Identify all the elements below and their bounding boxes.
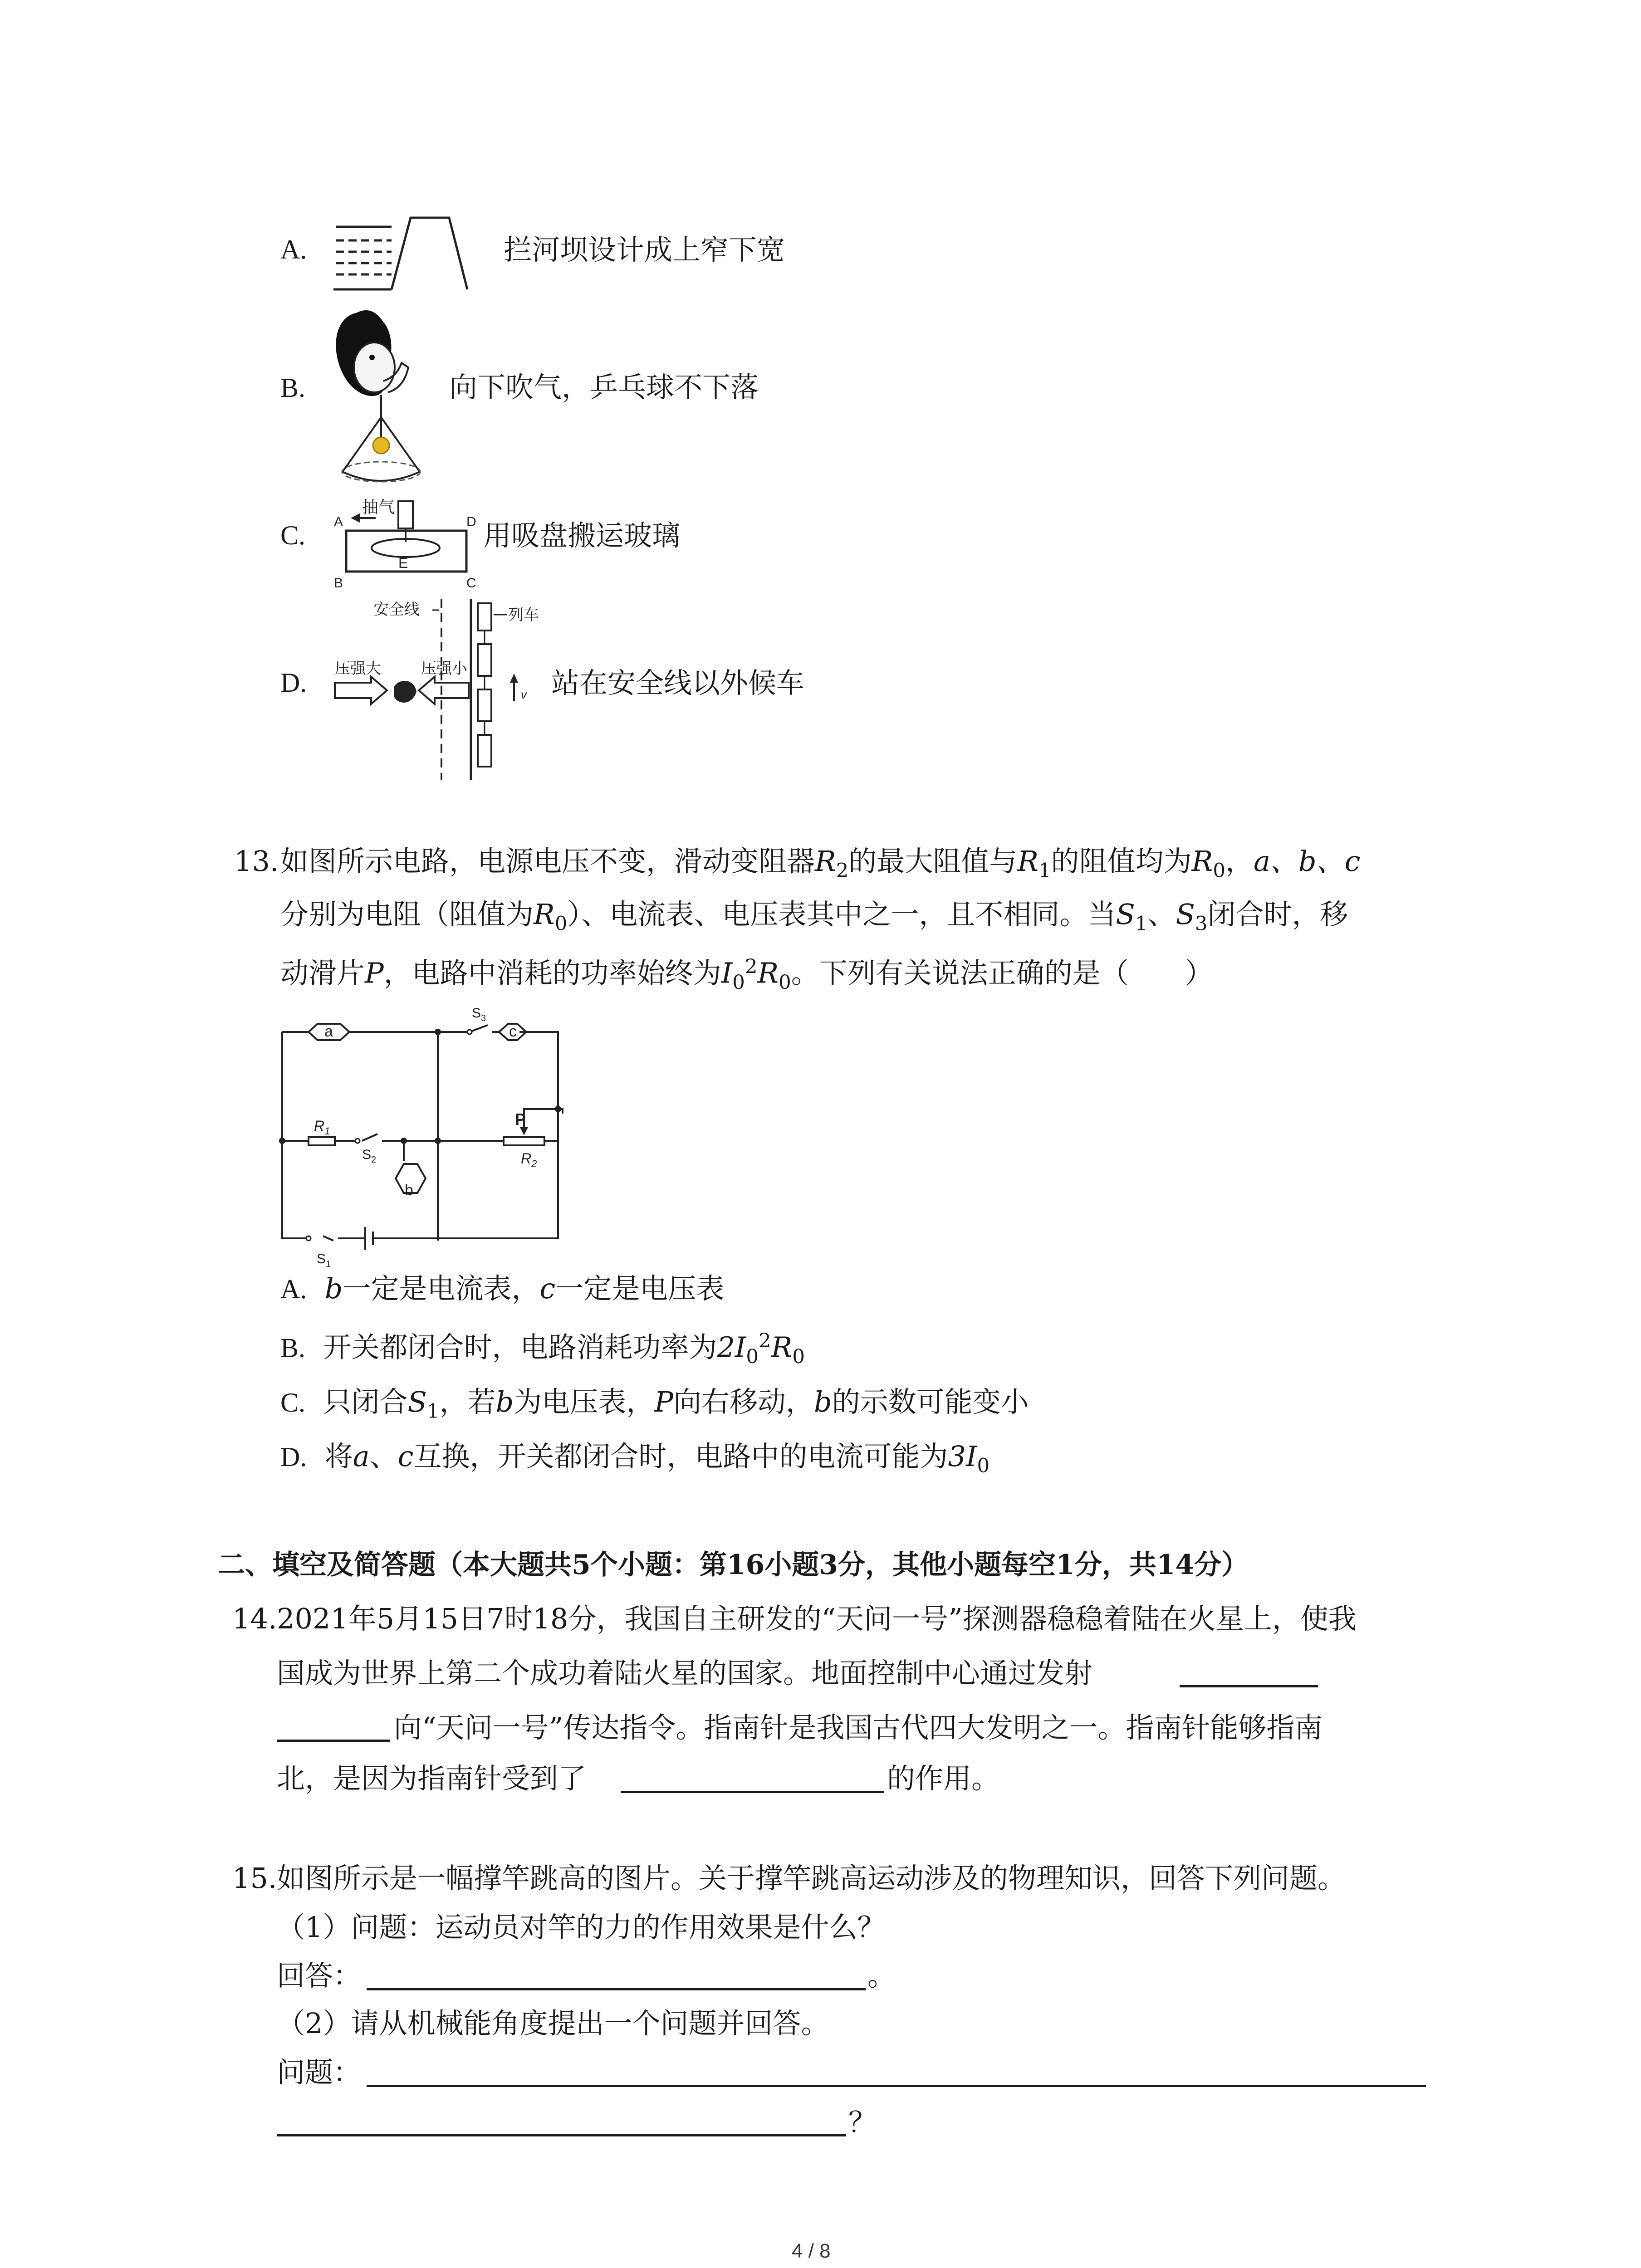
glass-e-label: E — [398, 555, 408, 571]
question-15-sub-2: （2）请从机械能角度提出一个问题并回答。 — [277, 2007, 829, 2040]
question-14-line-4-end: 的作用。 — [887, 1762, 1000, 1795]
option-b-text: 向下吹气，乒乓球不下落 — [449, 371, 759, 404]
option-c-text: 用吸盘搬运玻璃 — [483, 519, 681, 552]
q13-option-c: C. 只闭合$S_1$，若b为电压表，P向右移动，b的示数可能变小 — [280, 1385, 1029, 1423]
corner-d-label: D — [466, 514, 476, 529]
question-13-line-1: 如图所示电路，电源电压不变，滑动变阻器$R_2$的最大阻值与$R_1$的阻值均为$R_0$，a、b、c — [280, 845, 1361, 882]
option-c-label: C. — [280, 520, 306, 550]
answer-end-mark: 。 — [867, 1959, 896, 1992]
question-15-sub-1: （1）问题：运动员对竿的力的作用效果是什么？ — [277, 1911, 886, 1944]
corner-a-label: A — [334, 514, 343, 529]
r1-label: $R_1$ — [314, 1118, 330, 1137]
blowing-ball-figure — [329, 304, 470, 499]
corner-b-label: B — [334, 576, 343, 591]
train-label: 列车 — [508, 606, 539, 624]
question-14-line-4-start: 北，是因为指南针受到了 — [277, 1762, 587, 1795]
high-pressure-label: 压强大 — [335, 660, 381, 677]
question-13-line-3: 动滑片P，电路中消耗的功率始终为$I_0^2R_0$。下列有关说法正确的是（ ） — [280, 955, 1213, 994]
option-a-text: 拦河坝设计成上窄下宽 — [504, 233, 785, 266]
q13-option-b: B. 开关都闭合时，电路消耗功率为$2I_0^2R_0$ — [280, 1330, 805, 1369]
dam-figure — [333, 209, 470, 293]
q14-blank-2[interactable] — [621, 1791, 884, 1793]
meter-a-label: a — [324, 1023, 333, 1040]
q14-blank-1-continued[interactable] — [277, 1740, 390, 1742]
meter-b-label: b — [405, 1182, 413, 1199]
q13-option-d: D. 将a、c互换，开关都闭合时，电路中的电流可能为$3I_0$ — [280, 1440, 990, 1477]
question-15-line-1: 如图所示是一幅撑竿跳高的图片。关于撑竿跳高运动涉及的物理知识，回答下列问题。 — [277, 1862, 1346, 1895]
option-a-label: A. — [280, 235, 307, 264]
question-13-number: 13. — [234, 845, 279, 878]
question-14-line-2: 国成为世界上第二个成功着陆火星的国家。地面控制中心通过发射 — [277, 1657, 1093, 1690]
page-number: 4 / 8 — [792, 2240, 831, 2262]
s3-label: $S_3$ — [472, 1006, 486, 1023]
question-label: 问题： — [277, 2056, 362, 2089]
s1-label: $S_1$ — [317, 1251, 331, 1269]
q14-blank-1[interactable] — [1180, 1685, 1318, 1687]
question-13-line-2: 分别为电阻（阻值为$R_0$）、电流表、电压表其中之一，且不相同。当$S_1$、$S_3$闭合时，移 — [280, 898, 1348, 935]
question-14-line-1: 2021年5月15日7时18分，我国自主研发的“天问一号”探测器稳稳着陆在火星上，使我 — [277, 1602, 1357, 1635]
meter-c-label: c — [509, 1023, 517, 1040]
circuit-diagram — [272, 1005, 590, 1277]
option-d-label: D. — [280, 668, 307, 698]
q13-option-a: A. b一定是电流表，c一定是电压表 — [280, 1272, 725, 1305]
option-d-text: 站在安全线以外候车 — [551, 666, 805, 699]
q15-answer-blank[interactable] — [367, 1988, 866, 1990]
low-pressure-label: 压强小 — [421, 660, 467, 677]
question-14-line-3: 向“天问一号”传达指令。指南针是我国古代四大发明之一。指南针能够指南 — [394, 1711, 1323, 1744]
corner-c-label: C — [466, 576, 476, 591]
answer-label: 回答： — [277, 1959, 362, 1992]
safety-line-label: 安全线 — [373, 601, 420, 618]
velocity-label: v — [521, 688, 527, 701]
q15-question-blank-continued[interactable] — [277, 2134, 846, 2136]
s2-label: $S_2$ — [362, 1147, 377, 1165]
platform-figure — [330, 594, 539, 785]
q15-question-blank[interactable] — [367, 2085, 1426, 2087]
r2-label: $R_2$ — [521, 1150, 537, 1169]
section-2-title: 二、填空及简答题（本大题共5个小题：第16小题3分，其他小题每空1分，共14分） — [218, 1549, 1249, 1581]
question-15-number: 15. — [232, 1862, 277, 1895]
slider-p-label: P — [515, 1110, 526, 1129]
suction-cup-figure — [330, 490, 485, 590]
question-end-mark: ？ — [848, 2106, 877, 2139]
pump-label: 抽气 — [362, 498, 395, 516]
option-b-label: B. — [280, 373, 306, 403]
question-14-number: 14. — [232, 1602, 277, 1635]
